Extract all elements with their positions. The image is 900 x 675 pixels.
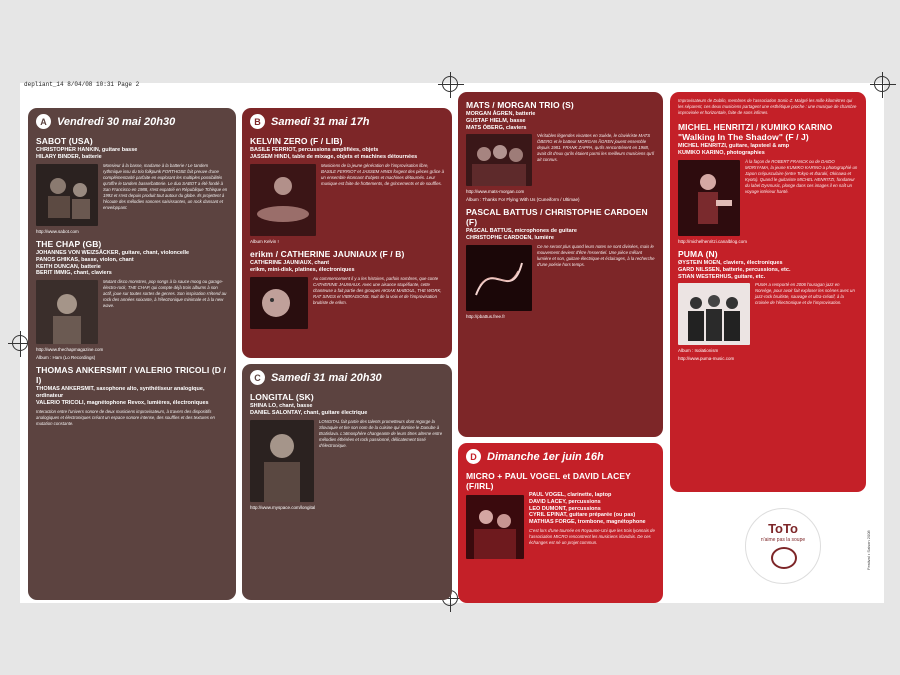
musician: PASCAL BATTUS, microphones de guitare bbox=[466, 228, 577, 235]
act-link[interactable]: http://www.thechapmagazine.com bbox=[36, 347, 104, 353]
act-title: PASCAL BATTUS / CHRISTOPHE CARDOEN (F) bbox=[466, 207, 648, 228]
print-slug: depliant_14 8/04/08 10:31 Page 2 bbox=[24, 81, 140, 88]
panel-friday bbox=[28, 108, 236, 600]
act-description: Musiciens de la jeune génération de l'improvisation libre, BASILE FERRIOT et JASSEM HINDI forgent des pièces grâce à un ensemble étonnant d'objets et machines détournés. Leur musique est faite de frottements, de grincements et de souffles. bbox=[321, 162, 444, 186]
musician: CHRISTOPHE CARDOEN, lumière bbox=[466, 235, 554, 242]
panel-saturday-afternoon bbox=[242, 108, 452, 358]
side-rail: Festival • Saison 2008 bbox=[866, 530, 871, 570]
musician: ØYSTEIN MOEN, claviers, électroniques bbox=[678, 260, 783, 267]
musician: JOHANNES VON WEIZSÄCKER, guitare, chant, violoncelle bbox=[36, 250, 190, 257]
musician: MATHIAS FORGE, trombone, magnétophone bbox=[529, 519, 646, 526]
event-date: Samedi 31 mai 20h30 bbox=[271, 371, 382, 384]
musician: KUMIKO KARINO, photographies bbox=[678, 149, 765, 156]
album-label: Album : Isolationism bbox=[678, 348, 719, 354]
musician: LEO DUMONT, percussions bbox=[529, 505, 601, 512]
badge-c: C bbox=[250, 370, 265, 385]
musician: MICHEL HENRITZI, guitare, lapsteel & amp bbox=[678, 143, 790, 149]
musician: erikm, mini-disk, platines, électroniques bbox=[250, 266, 355, 273]
act-title: KELVIN ZERO (F / LIB) bbox=[250, 136, 343, 146]
musician: THOMAS ANKERSMIT, saxophone alto, synthétiseur analogique, ordinateur bbox=[36, 386, 205, 400]
toto-logo bbox=[745, 508, 821, 584]
musician: KEITH DUNCAN, batterie bbox=[36, 263, 101, 270]
badge-d: D bbox=[466, 449, 481, 464]
musician: CATHERINE JAUNIAUX, chant bbox=[250, 260, 330, 267]
act-description: Ce ne seront plus quand leurs notes se sont divisées, mais le mouvement devient d'être l'essentiel. Une pièce mêlant lumière et son, guitare électrique et éclairages, à la recherche d'une poésie hors temps. bbox=[537, 243, 655, 267]
act-link[interactable]: http://www.puma-music.com bbox=[678, 355, 735, 361]
act-title: MICRO + PAUL VOGEL et DAVID LACEY (F/IRL) bbox=[466, 471, 631, 491]
act-description: Véritables légendes vivantes en Suède, le claviériste MATS ÖBERG et le batteur MORGAN ÅGREN jouent ensemble depuis 1981. FRANK ZAPPA, qu'ils rencontrèrent en 1988, avait dit d'eux qu'ils étaient parmi les meilleurs musiciens qu'il ait connus. bbox=[537, 133, 655, 163]
act-description: LONGITAL fait partie des talents prometteurs dont regorge la Slovaquie et tire son nom de la cuisine qui domine le Danube à Bratislava. L'atmosphère changeante de leurs titres alterne entre mélodies éthérées et rock passionné, délicatement tissé d'électronique. bbox=[319, 418, 443, 448]
musician: CHRISTOPHER HANKIN, guitare basse bbox=[36, 147, 138, 153]
panel-right bbox=[670, 92, 866, 492]
act-title: SABOT (USA) bbox=[36, 136, 93, 146]
act-title: THE CHAP (GB) bbox=[36, 239, 102, 250]
act-description: Interaction entre l'univers sonore de deux musiciens improvisateurs, à travers des dispositifs analogiques et électroniques créant un espace sonore intense, des souffles et des textures en mutation constante. bbox=[36, 408, 215, 426]
act-link[interactable]: http://michelhenritzi.canalblog.com bbox=[678, 238, 748, 244]
musician: PANOS GHIKAS, basse, violon, chant bbox=[36, 256, 134, 263]
musician: HILARY BINDER, batterie bbox=[36, 153, 102, 160]
event-date: Vendredi 30 mai 20h30 bbox=[57, 115, 176, 128]
act-title: MICHEL HENRITZI / KUMIKO KARINO "Walking In The Shadow" (F / J) bbox=[678, 122, 833, 142]
musician: CYRIL EPINAT, guitare préparée (ou pas) bbox=[529, 512, 636, 519]
musician: DANIEL SALONTAY, chant, guitare électrique bbox=[250, 409, 368, 416]
panel-saturday-evening bbox=[242, 364, 452, 600]
act-title: THOMAS ANKERSMIT / VALERIO TRICOLI (D / I) bbox=[36, 365, 226, 386]
musician: STIAN WESTERHUS, guitare, etc. bbox=[678, 273, 766, 280]
registration-mark-icon bbox=[12, 335, 28, 351]
panel-sunday bbox=[458, 443, 663, 603]
face-icon bbox=[771, 547, 797, 569]
act-title: erikm / CATHERINE JAUNIAUX (F / B) bbox=[250, 249, 405, 260]
act-description: Monsieur à la basse, madame à la batterie ! Le tandem rythmique issu du trio folkpunk FORTHOSE fait preuve d'une complémentarité parfaite en explorant les multiples possibilités qu'offre le tandem basse/batterie. Le duo SABOT a été fondé à San Francisco en 1988, s'est expatrié en République Tchèque en 1993 et s'est depuis produit tout autour du globe. Ils projettent à l'écoute des mélodies sonores saisissantes, un rock dansant et enveloppant. bbox=[103, 162, 228, 210]
musician: BASILE FERRIOT, percussions amplifiées, objets bbox=[250, 147, 379, 153]
event-date: Samedi 31 mai 17h bbox=[271, 115, 370, 128]
act-description: À la façon de ROBERT FRANCK ou de DAIDO MORIYAMA, la jeune KUMIKO KARINO a photographié un Japon crépusculaire (entre Tokyo et Ibaraki, Okinawa et Kyoto). Quand le guitariste MICHEL HENRITZI, fondateur du label Dysmusic, plonge dans ces images il en naît un voyage intérieur hanté. bbox=[745, 158, 858, 194]
intro-text: Improvisateurs de Dublin, membres de l'association Sonic-Z. Malgré les mille kilomètres qui les séparent, ces deux musiciens partagent une esthétique proche : une musique de chambre improvisée et horizontale, faite de sons infimes. bbox=[678, 98, 857, 115]
album-label: Álbum : Ham (Lo Recordings) bbox=[36, 354, 96, 360]
act-description: PUMA a remporté en 2006 l'ouragan jazz en Norvège, pour avoir fait exploser les scènes avec un jazz-rock bruitiste, sauvage et ultra-créatif, à la croisée de l'électronique et de l'improvisation. bbox=[755, 282, 855, 306]
album-label: Álbum : Thanks For Flying With Us (Cuneiform / Ultimae) bbox=[466, 196, 580, 202]
act-description: Mutant disco monstres, pop songs à la sauce moog ou garage-électro-rock, THE CHAP, qui compte déjà trois albums à son actif, joue sur toutes sortes de genres. Son inspiration s'étend au rock des années soixante, à l'électronique minimale et à la new wave. bbox=[103, 279, 227, 309]
logo-title: ToTo bbox=[768, 521, 798, 536]
act-link[interactable]: http://www.myspace.com/longital bbox=[250, 504, 316, 510]
musician: GARD NILSSEN, batterie, percussions, etc. bbox=[678, 266, 791, 273]
musician: BERIT IMMIG, chant, claviers bbox=[36, 270, 112, 277]
event-date: Dimanche 1er juin 16h bbox=[487, 450, 604, 463]
musician: PAUL VOGEL, clarinette, laptop bbox=[529, 492, 612, 498]
badge-a: A bbox=[36, 114, 51, 129]
act-link: Album Kelvin ! bbox=[250, 238, 279, 244]
act-link[interactable]: http://www.mats-morgan.com bbox=[466, 189, 525, 195]
logo-subtitle: n'aime pas la soupe bbox=[760, 537, 806, 543]
act-link[interactable]: http://www.sabot.com bbox=[36, 228, 79, 234]
musician: SHINA LO, chant, basse bbox=[250, 403, 313, 409]
act-title: PUMA (N) bbox=[678, 249, 718, 260]
badge-b: B bbox=[250, 114, 265, 129]
musician: MORGAN ÅGREN, batterie bbox=[466, 111, 536, 117]
act-title: LONGITAL (SK) bbox=[250, 392, 314, 402]
musician: JASSEM HINDI, table de mixage, objets et machines détournées bbox=[250, 153, 418, 160]
registration-mark-icon bbox=[874, 76, 890, 92]
musician: VALERIO TRICOLI, magnétophone Revox, lumières, électroniques bbox=[36, 399, 209, 406]
act-title: MATS / MORGAN TRIO (S) bbox=[466, 100, 574, 110]
musician: GUSTAF HIELM, basse bbox=[466, 117, 526, 124]
act-link[interactable]: http://pbattus.free.fr bbox=[466, 313, 506, 319]
registration-mark-icon bbox=[442, 76, 458, 92]
musician: MATS ÖBERG, claviers bbox=[466, 124, 527, 131]
musician: DAVID LACEY, percussions bbox=[529, 498, 601, 505]
act-description: Au commencement il y a les histoires, parfois sombres, que conte CATHERINE JAUNIAUX. Avec une aisance stupéfiante, cette chanteuse a fait partie des groupes AKSAK MABOUL, THE WORK, RAT SINGS et VIBRAGIONS. Nuit de la voix et de l'improvisation bruitiste de erikm. bbox=[313, 275, 442, 305]
act-description: C'est lors d'une tournée en Royaume-Uni que les trois lyonnais de l'association MICRO rencontrent les musiciens irlandais. De ces échanges est né un projet commun. bbox=[529, 527, 655, 545]
panel-mats-battus bbox=[458, 92, 663, 437]
